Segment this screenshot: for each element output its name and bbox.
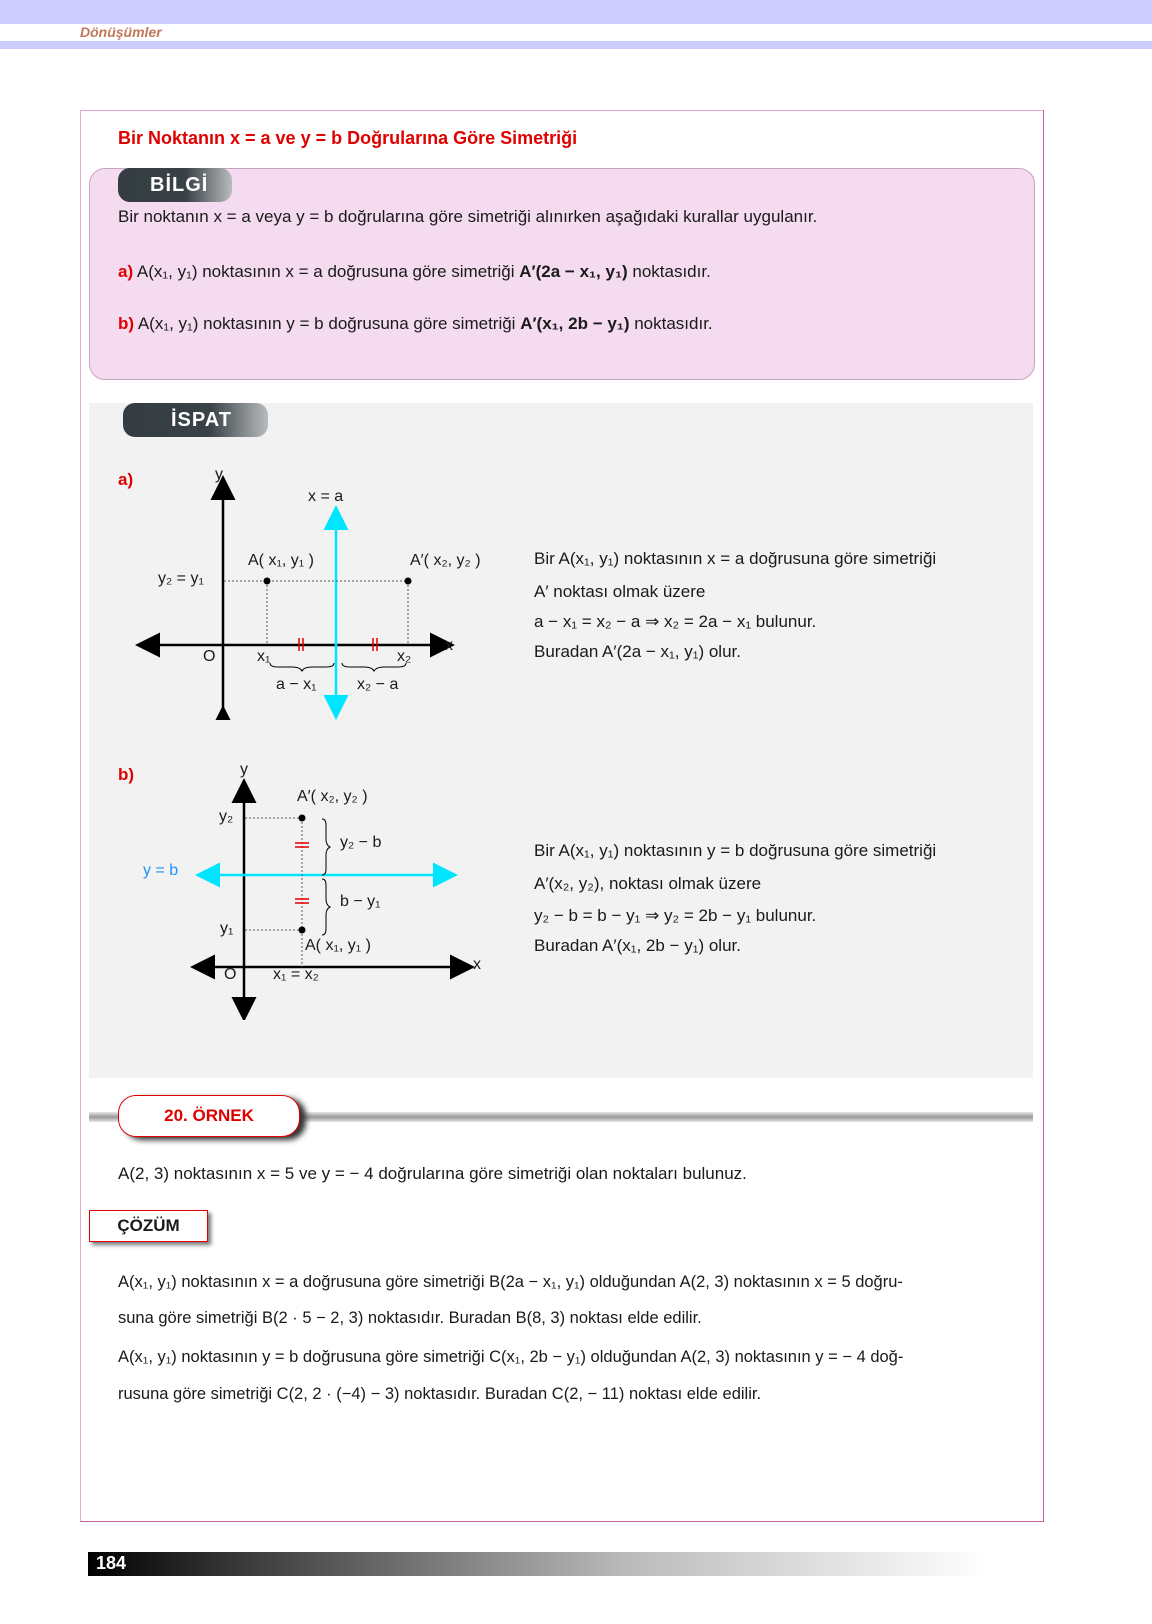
proof-b-label: b) [118,765,135,784]
point-a [264,578,271,585]
diagram-a-x-axis-label: x [445,637,453,654]
example-question: A(2, 3) noktasının x = 5 ve y = − 4 doğrularına göre simetriği olan noktaları bulunuz. [118,1164,747,1183]
diagram-b-x-axis-label: x [473,956,481,973]
diagram-b-line-label: y = b [143,862,179,879]
diagram-a-point-a-label: A( x₁, y₁ ) [248,552,314,569]
rule-a-suffix: noktasıdır. [627,262,711,281]
diagram-a-y-axis-label: y [215,466,223,483]
point-a-prime [405,578,412,585]
info-tag: BİLGİ [118,168,232,202]
diagram-a-line-label: x = a [308,488,344,505]
diagram-b-y-axis-label: y [240,761,248,778]
proof-a-line-3: a − x₁ = x₂ − a ⇒ x₂ = 2a − x₁ bulunur. [534,612,817,631]
proof-b-line-1: Bir A(x₁, y₁) noktasının y = b doğrusuna göre simetriği [534,841,937,860]
rule-b-label: b) [118,314,135,333]
diagram-b-y1: y₁ [220,920,234,937]
diagram-b-brace-top: y₂ − b [340,834,382,851]
proof-a-line-2: A′ noktası olmak üzere [534,582,706,601]
info-intro: Bir noktanın x = a veya y = b doğrularına göre simetriği alınırken aşağıdaki kurallar uygulanır. [118,207,818,226]
diagram-b-y2: y₂ [219,808,234,825]
rule-b [118,314,713,334]
solution-tag: ÇÖZÜM [89,1210,208,1242]
chapter-title: Dönüşümler [80,24,162,40]
rule-a-label: a) [118,262,134,281]
rule-b-formula: A′(x₁, 2b − y₁) [520,314,630,333]
diagram-b-x-label: x₁ = x₂ [273,966,319,983]
diagram-b-point-a-label: A( x₁, y₁ ) [305,937,371,954]
header-band [0,0,1152,24]
solution-line-1: A(x₁, y₁) noktasının x = a doğrusuna göre simetriği B(2a − x₁, y₁) olduğundan A(2, 3) noktasının x = 5 doğru- [118,1273,903,1291]
diagram-a-x2: x₂ [397,648,412,665]
solution-line-4: rusuna göre simetriği C(2, 2 · (−4) − 3) noktasıdır. Buradan C(2, − 11) noktası elde edilir. [118,1385,762,1403]
solution-line-2: suna göre simetriği B(2 · 5 − 2, 3) noktasıdır. Buradan B(8, 3) noktası elde edilir. [118,1309,702,1327]
proof-b-line-2: A′(x₂, y₂), noktası olmak üzere [534,874,762,893]
point-a-prime [299,815,306,822]
rule-b-text: A(x₁, y₁) noktasının y = b doğrusuna göre simetriği [137,314,521,333]
diagram-a-brace-right: x₂ − a [357,676,399,693]
rule-a [118,262,711,282]
section-title: Bir Noktanın x = a ve y = b Doğrularına Göre Simetriği [118,128,578,148]
page-number: 184 [96,1553,127,1573]
proof-b-line-3: y₂ − b = b − y₁ ⇒ y₂ = 2b − y₁ bulunur. [534,906,817,925]
rule-a-text: A(x₁, y₁) noktasının x = a doğrusuna göre simetriği [136,262,520,281]
diagram-a-point-a-prime-label: A′( x₂, y₂ ) [410,552,481,569]
solution-line-3: A(x₁, y₁) noktasının y = b doğrusuna göre simetriği C(x₁, 2b − y₁) olduğundan A(2, 3) noktasının y = − 4 doğ- [118,1348,904,1366]
diagram-a-y-label: y₂ = y₁ [158,570,204,587]
header-band-lower [0,41,1152,49]
proof-a-label: a) [118,470,134,489]
point-a [299,927,306,934]
proof-a-line-4: Buradan A′(2a − x₁, y₁) olur. [534,642,741,661]
rule-b-suffix: noktasıdır. [629,314,713,333]
diagram-b-brace-bottom: b − y₁ [340,893,381,910]
diagram-b-point-a-prime-label: A′( x₂, y₂ ) [297,788,368,805]
example-tag: 20. ÖRNEK [118,1095,300,1137]
rule-a-formula: A′(2a − x₁, y₁) [519,262,628,281]
diagram-a-origin: O [203,648,216,665]
proof-tag: İSPAT [123,403,268,437]
diagram-b-origin: O [224,966,237,983]
diagram-a-x1: x₁ [257,648,271,665]
proof-b-line-4: Buradan A′(x₁, 2b − y₁) olur. [534,936,741,955]
footer-bar [88,1552,988,1576]
diagram-a-brace-left: a − x₁ [276,676,317,693]
proof-a-line-1: Bir A(x₁, y₁) noktasının x = a doğrusuna göre simetriği [534,549,937,568]
